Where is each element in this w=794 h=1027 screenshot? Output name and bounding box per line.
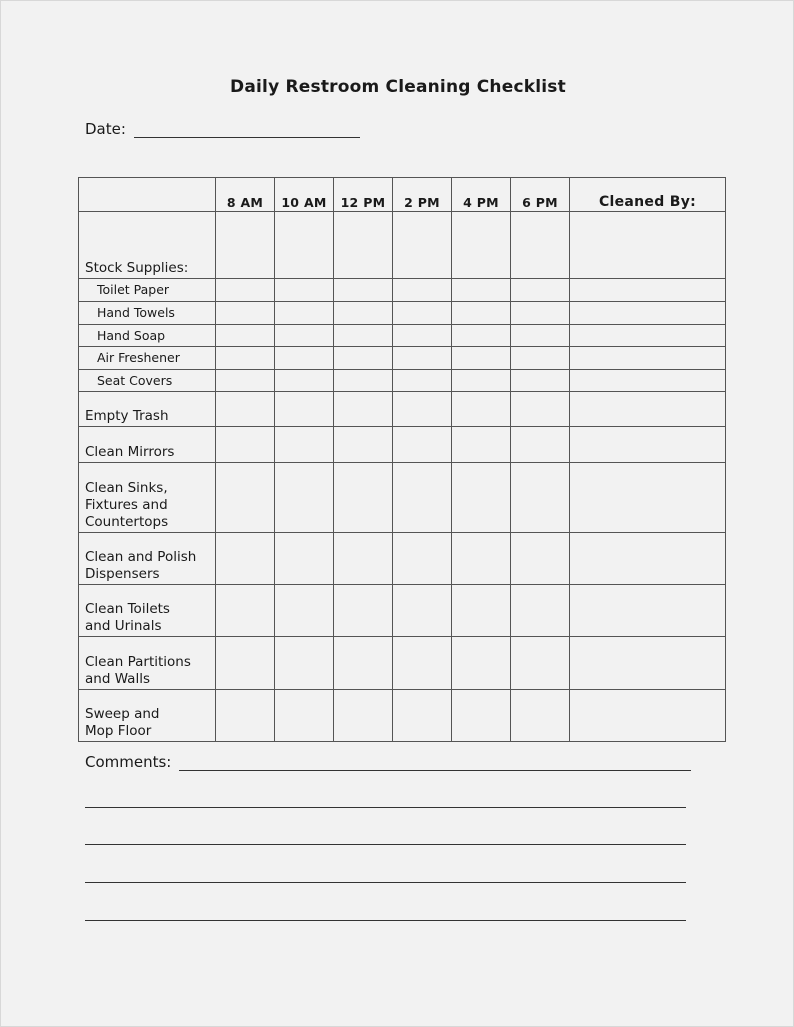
check-cell[interactable]: [452, 370, 511, 392]
check-cell[interactable]: [334, 325, 393, 347]
check-cell[interactable]: [334, 637, 393, 690]
check-cell[interactable]: [334, 463, 393, 533]
check-cell[interactable]: [393, 325, 452, 347]
check-cell[interactable]: [511, 637, 570, 690]
task-label: Stock Supplies:: [79, 212, 216, 279]
check-cell[interactable]: [452, 279, 511, 302]
check-cell[interactable]: [334, 533, 393, 585]
header-time: 12 PM: [334, 178, 393, 212]
table-header-row: [79, 178, 726, 212]
check-cell[interactable]: [511, 427, 570, 463]
task-label: Hand Soap: [79, 325, 216, 347]
check-cell[interactable]: [511, 392, 570, 427]
check-cell[interactable]: [275, 279, 334, 302]
table-row: [79, 325, 726, 347]
check-cell[interactable]: [275, 325, 334, 347]
task-label: Hand Towels: [79, 302, 216, 325]
check-cell[interactable]: [275, 690, 334, 742]
task-label: Clean Toilets and Urinals: [79, 585, 216, 637]
check-cell[interactable]: [393, 279, 452, 302]
check-cell[interactable]: [393, 463, 452, 533]
table-row: [79, 212, 726, 279]
cleaned-by-cell[interactable]: [570, 585, 726, 637]
header-time: 2 PM: [393, 178, 452, 212]
check-cell[interactable]: [393, 585, 452, 637]
check-cell[interactable]: [334, 370, 393, 392]
check-cell[interactable]: [393, 370, 452, 392]
cleaned-by-cell[interactable]: [570, 392, 726, 427]
check-cell[interactable]: [452, 637, 511, 690]
check-cell[interactable]: [452, 347, 511, 370]
comments-line[interactable]: [85, 882, 686, 883]
check-cell[interactable]: [275, 347, 334, 370]
check-cell[interactable]: [511, 347, 570, 370]
page-title: Daily Restroom Cleaning Checklist: [230, 77, 566, 97]
check-cell[interactable]: [511, 370, 570, 392]
comments-line[interactable]: [85, 920, 686, 921]
check-cell[interactable]: [511, 279, 570, 302]
check-cell[interactable]: [216, 427, 275, 463]
cleaned-by-cell[interactable]: [570, 302, 726, 325]
table-row: [79, 637, 726, 690]
header-blank-cell: [79, 178, 216, 212]
cleaned-by-cell[interactable]: [570, 690, 726, 742]
check-cell[interactable]: [511, 533, 570, 585]
check-cell[interactable]: [511, 302, 570, 325]
table-row: [79, 302, 726, 325]
cleaned-by-cell[interactable]: [570, 533, 726, 585]
check-cell[interactable]: [452, 585, 511, 637]
cleaned-by-cell[interactable]: [570, 347, 726, 370]
check-cell[interactable]: [452, 690, 511, 742]
check-cell[interactable]: [334, 302, 393, 325]
check-cell[interactable]: [511, 325, 570, 347]
date-label: Date:: [85, 120, 126, 138]
check-cell[interactable]: [275, 533, 334, 585]
table-row: [79, 427, 726, 463]
check-cell[interactable]: [334, 347, 393, 370]
check-cell[interactable]: [275, 212, 334, 279]
check-cell[interactable]: [275, 427, 334, 463]
table-row: [79, 370, 726, 392]
check-cell[interactable]: [275, 637, 334, 690]
check-cell[interactable]: [216, 212, 275, 279]
check-cell[interactable]: [216, 325, 275, 347]
check-cell[interactable]: [275, 463, 334, 533]
check-cell[interactable]: [216, 463, 275, 533]
check-cell[interactable]: [452, 325, 511, 347]
cleaned-by-cell[interactable]: [570, 463, 726, 533]
check-cell[interactable]: [334, 392, 393, 427]
table-row: [79, 690, 726, 742]
cleaned-by-cell[interactable]: [570, 427, 726, 463]
comments-line[interactable]: [85, 807, 686, 808]
cleaned-by-cell[interactable]: [570, 325, 726, 347]
task-label: Clean and Polish Dispensers: [79, 533, 216, 585]
check-cell[interactable]: [511, 212, 570, 279]
check-cell[interactable]: [393, 690, 452, 742]
check-cell[interactable]: [393, 212, 452, 279]
check-cell[interactable]: [216, 392, 275, 427]
check-cell[interactable]: [216, 585, 275, 637]
check-cell[interactable]: [216, 370, 275, 392]
check-cell[interactable]: [334, 427, 393, 463]
task-label: Clean Mirrors: [79, 427, 216, 463]
check-cell[interactable]: [393, 427, 452, 463]
check-cell[interactable]: [216, 302, 275, 325]
check-cell[interactable]: [393, 392, 452, 427]
check-cell[interactable]: [275, 302, 334, 325]
header-time: 10 AM: [275, 178, 334, 212]
cleaned-by-cell[interactable]: [570, 212, 726, 279]
task-label: Sweep and Mop Floor: [79, 690, 216, 742]
table-row: [79, 463, 726, 533]
table-row: [79, 347, 726, 370]
check-cell[interactable]: [511, 463, 570, 533]
header-time: 6 PM: [511, 178, 570, 212]
header-cleaned-by: Cleaned By:: [570, 178, 726, 212]
check-cell[interactable]: [393, 347, 452, 370]
date-blank-line[interactable]: [134, 121, 360, 138]
task-label: Clean Partitions and Walls: [79, 637, 216, 690]
check-cell[interactable]: [452, 392, 511, 427]
check-cell[interactable]: [275, 392, 334, 427]
comments-field: [85, 753, 691, 771]
check-cell[interactable]: [216, 690, 275, 742]
header-time: 8 AM: [216, 178, 275, 212]
date-field: [85, 120, 360, 138]
check-cell[interactable]: [334, 690, 393, 742]
cleaned-by-cell[interactable]: [570, 637, 726, 690]
check-cell[interactable]: [216, 533, 275, 585]
check-cell[interactable]: [393, 637, 452, 690]
check-cell[interactable]: [511, 585, 570, 637]
check-cell[interactable]: [334, 212, 393, 279]
task-label: Clean Sinks, Fixtures and Countertops: [79, 463, 216, 533]
comments-line[interactable]: [85, 844, 686, 845]
check-cell[interactable]: [452, 427, 511, 463]
checklist-table: [78, 177, 726, 742]
task-label: Toilet Paper: [79, 279, 216, 302]
table-row: [79, 279, 726, 302]
check-cell[interactable]: [452, 212, 511, 279]
table-row: [79, 585, 726, 637]
task-label: Empty Trash: [79, 392, 216, 427]
header-time: 4 PM: [452, 178, 511, 212]
check-cell[interactable]: [334, 585, 393, 637]
cleaned-by-cell[interactable]: [570, 279, 726, 302]
check-cell[interactable]: [452, 302, 511, 325]
table-row: [79, 533, 726, 585]
check-cell[interactable]: [393, 533, 452, 585]
check-cell[interactable]: [216, 279, 275, 302]
check-cell[interactable]: [216, 347, 275, 370]
comments-blank-line[interactable]: [179, 754, 691, 771]
table-row: [79, 392, 726, 427]
cleaned-by-cell[interactable]: [570, 370, 726, 392]
task-label: Seat Covers: [79, 370, 216, 392]
check-cell[interactable]: [275, 585, 334, 637]
task-label: Air Freshener: [79, 347, 216, 370]
check-cell[interactable]: [334, 279, 393, 302]
check-cell[interactable]: [393, 302, 452, 325]
comments-label: Comments:: [85, 753, 172, 771]
check-cell[interactable]: [275, 370, 334, 392]
check-cell[interactable]: [452, 463, 511, 533]
check-cell[interactable]: [216, 637, 275, 690]
check-cell[interactable]: [452, 533, 511, 585]
check-cell[interactable]: [511, 690, 570, 742]
